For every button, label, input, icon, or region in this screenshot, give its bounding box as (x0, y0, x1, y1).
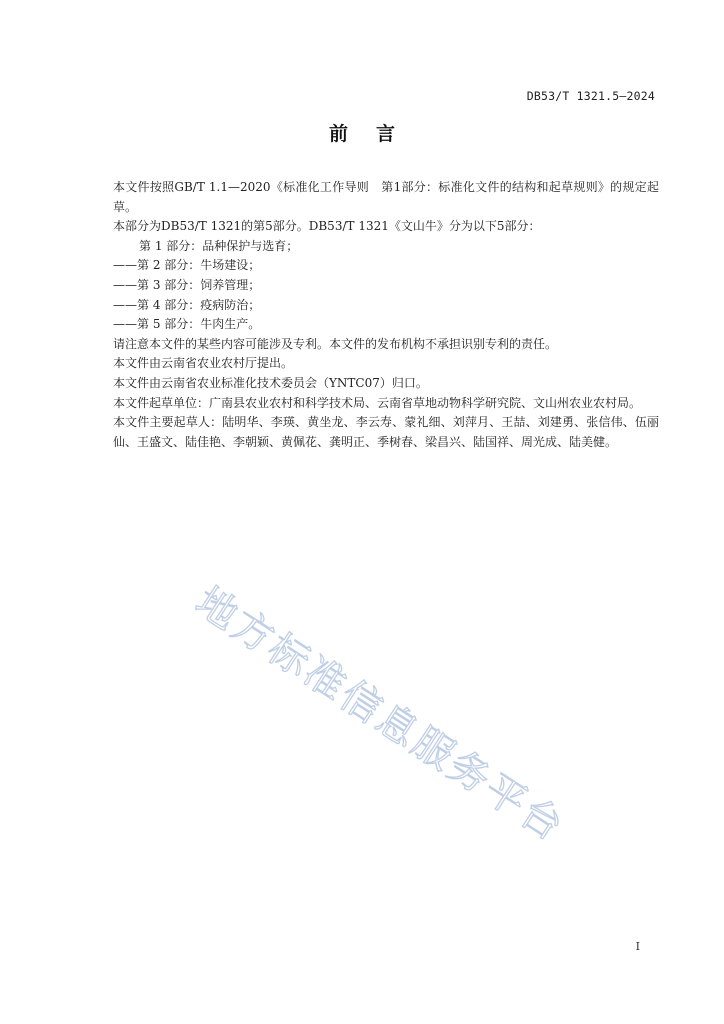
paragraph-proposer: 本文件由云南省农业农村厅提出。 (113, 356, 294, 371)
page-number: I (635, 940, 640, 953)
list-item-part-2: ——第 2 部分：牛场建设； (113, 258, 261, 273)
list-item-part-1: 第 1 部分：品种保护与选育； (139, 238, 299, 253)
paragraph-drafters: 本文件主要起草人：陆明华、李瑛、黄坐龙、李云寿、蒙礼细、刘萍月、王喆、刘建勇、张信伟、伍丽仙、王盛文、陆佳艳、李朝颖、黄佩花、龚明正、季树春、梁昌兴、陆国祥、周光成、陆美健。 (113, 415, 659, 449)
list-item-part-4: ——第 4 部分：疫病防治； (113, 297, 261, 312)
page-title: 前言 (328, 123, 423, 145)
watermark-text: 地方标准信息服务平台 (187, 578, 573, 852)
paragraph-part-intro: 本部分为DB53/T 1321的第5部分。DB53/T 1321《文山牛》分为以下5部分： (113, 219, 541, 234)
paragraph-committee: 本文件由云南省农业标准化技术委员会（YNTC07）归口。 (113, 375, 428, 390)
document-body (87, 178, 659, 452)
list-item-part-3: ——第 3 部分：饲养管理； (113, 277, 261, 292)
list-item-part-5: ——第 5 部分：牛肉生产。 (113, 317, 261, 332)
paragraph-drafting-rules: 本文件按照GB/T 1.1—2020《标准化工作导则 第1部分：标准化文件的结构和起草规则》的规定起草。 (113, 180, 659, 214)
paragraph-patent-notice: 请注意本文件的某些内容可能涉及专利。本文件的发布机构不承担识别专利的责任。 (113, 336, 558, 351)
paragraph-drafting-units: 本文件起草单位：广南县农业农村和科学技术局、云南省草地动物科学研究院、文山州农业农村局。 (113, 395, 642, 410)
document-code: DB53/T 1321.5—2024 (526, 89, 655, 103)
